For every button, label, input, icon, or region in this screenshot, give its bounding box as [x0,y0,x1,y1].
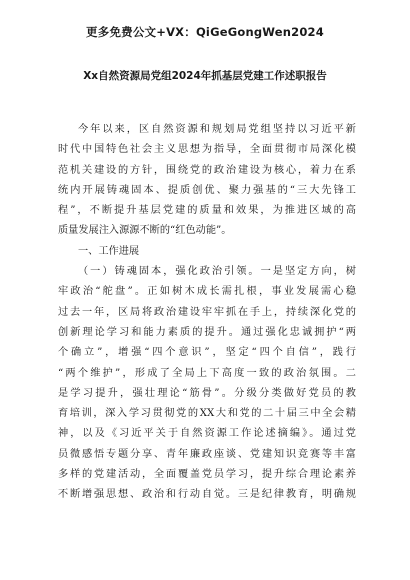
body-line: 个确立”，增强“四个意识”，坚定“四个自信”，践行 [58,347,356,359]
watermark-header: 更多免费公文+VX：QiGeGongWen2024 [86,25,324,39]
body-line: 范机关建设的方针，围绕党的政治建设为核心，着力在系 [58,164,356,176]
body-line: “两个维护”，形成了全局上下高度一致的政治氛围。二 [58,367,356,379]
body-line: 统内开展铸魂固本、提质创优、聚力强基的“三大先锋工 [58,184,356,196]
body-line: 时代中国特色社会主义思想为指导，全面贯彻市局深化模 [58,144,356,156]
document-body [58,120,356,506]
body-line: （一）铸魂固本，强化政治引领。一是坚定方向，树 [78,266,356,278]
body-line: 牢政治“舵盘”。正如树木成长需扎根，事业发展需心稳 [58,286,356,298]
body-line: 是学习提升，强壮理论“筋骨”。分级分类做好党员的教 [58,387,356,399]
body-line: 神，以及《习近平关于自然资源工作论述摘编》。通过党 [58,428,356,440]
section-heading: 一、工作进展 [78,245,140,257]
body-line: 过去一年，区局将政治建设牢牢抓在手上，持续深化党的 [58,306,356,318]
body-line: 今年以来，区自然资源和规划局党组坚持以习近平新 [78,124,356,135]
document-title: Xx自然资源局党组2024年抓基层党建工作述职报告 [83,70,327,82]
body-line: 质量发展注入源源不断的“红色动能”。 [58,225,232,237]
body-line: 育培训，深入学习贯彻党的XX大和党的二十届三中全会精 [58,408,356,420]
body-line: 多样的党建活动，全面覆盖党员学习，提升综合理论素养 [58,469,356,481]
body-line: 不断增强思想、政治和行动自觉。三是纪律教育，明确规 [58,489,356,501]
body-line: 创新理论学习和能力素质的提升。通过强化忠诚拥护“两 [58,326,356,338]
body-line: 程”，不断提升基层党建的质量和效果，为推进区域的高 [58,205,356,217]
body-line: 员微感悟专题分享、青年廉政座谈、党建知识竞赛等丰富 [58,448,356,460]
